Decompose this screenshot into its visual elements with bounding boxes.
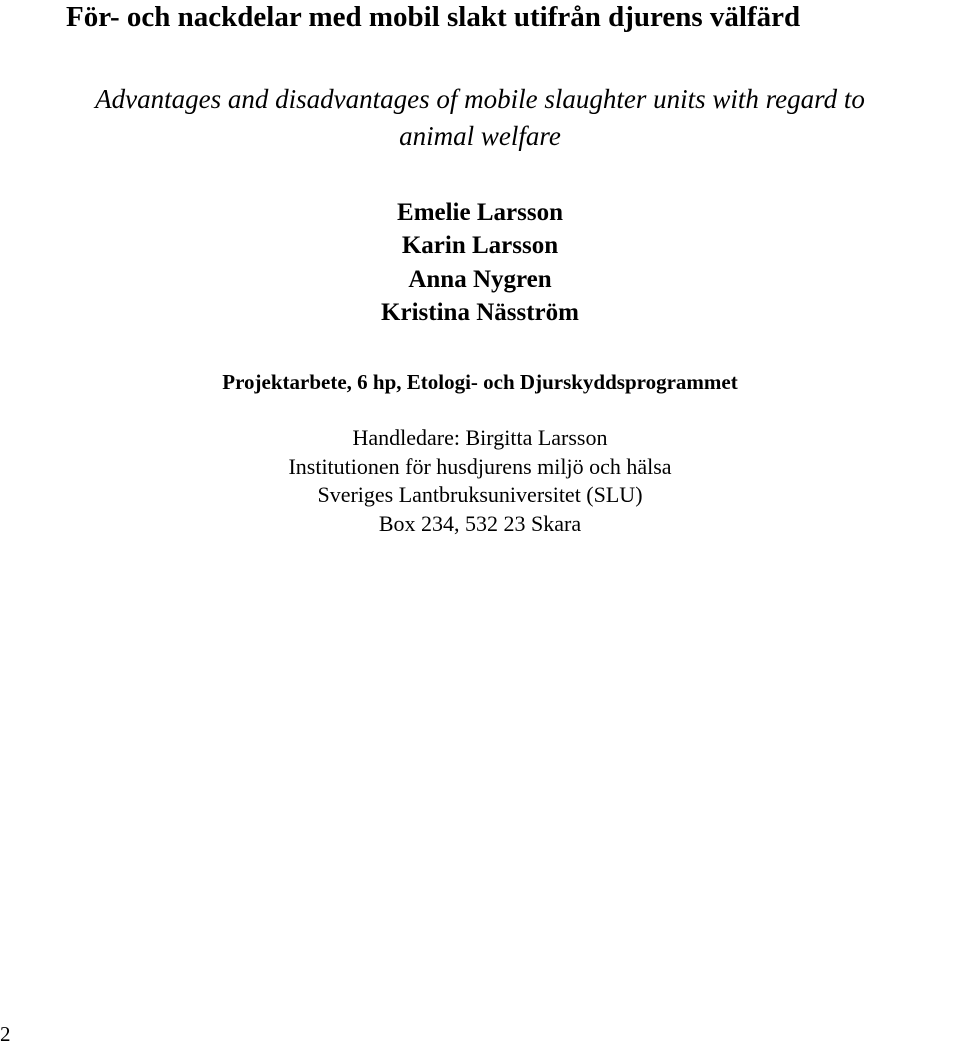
author-3: Anna Nygren — [408, 266, 552, 293]
author-2: Karin Larsson — [401, 232, 559, 259]
program-line: Projektarbete, 6 hp, Etologi- och Djurskyddsprogrammet — [222, 370, 738, 394]
university-line: Sveriges Lantbruksuniversitet (SLU) — [317, 482, 643, 507]
author-1: Emelie Larsson — [397, 199, 563, 226]
institution-line: Institutionen för husdjurens miljö och hälsa — [288, 454, 672, 479]
page-number: 2 — [0, 1022, 11, 1046]
supervisor-line: Handledare: Birgitta Larsson — [352, 425, 608, 450]
title-english-line-1: Advantages and disadvantages of mobile slaughter units with regard to — [95, 84, 865, 114]
author-4: Kristina Näsström — [381, 299, 579, 326]
title-swedish: För- och nackdelar med mobil slakt utifrån djurens välfärd — [66, 1, 801, 33]
address-line: Box 234, 532 23 Skara — [378, 511, 582, 536]
title-english-line-2: animal welfare — [399, 121, 561, 151]
